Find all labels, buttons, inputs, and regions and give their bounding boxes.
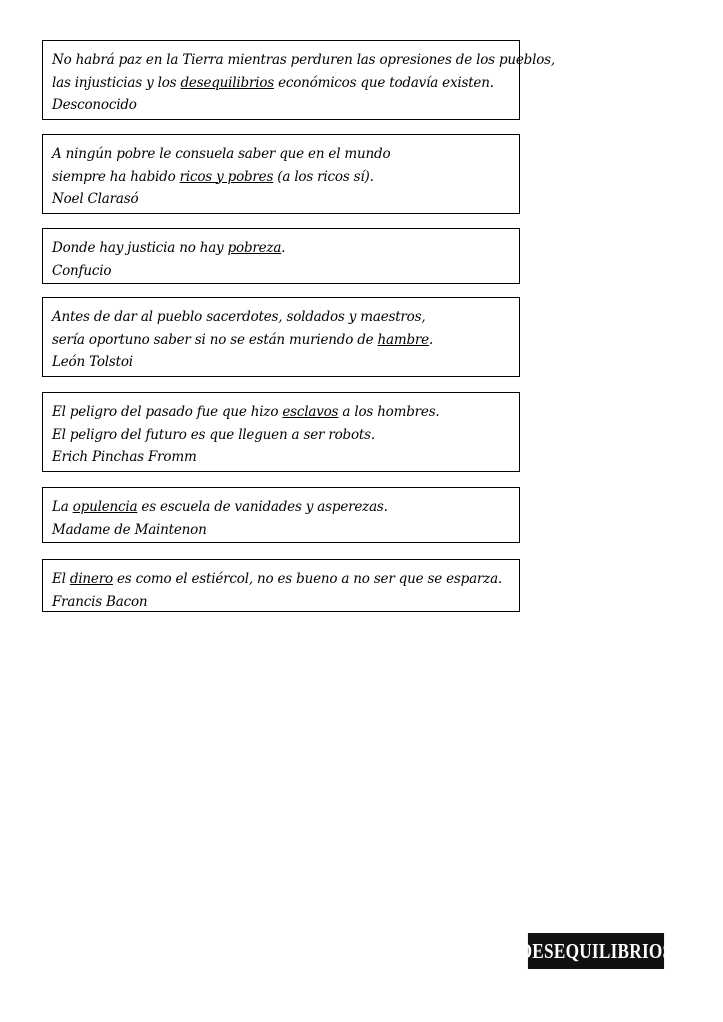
quote-line: las injusticias y los desequilibrios económicos que todavía existen. (52, 74, 494, 91)
quote-card-6 (42, 487, 520, 543)
quote-line: El dinero es como el estiércol, no es bueno a no ser que se esparza. (52, 571, 503, 587)
quote-card-5 (42, 392, 520, 472)
quote-card-4 (42, 297, 520, 377)
quote-card-7 (42, 559, 520, 612)
quote-author: Madame de Maintenon (52, 521, 207, 538)
quote-line: A ningún pobre le consuela saber que en el mundo (52, 146, 391, 162)
quote-card-3 (42, 228, 520, 284)
keyword: opulencia (72, 499, 138, 515)
quote-line: El peligro del pasado fue que hizo esclavos a los hombres. (52, 404, 440, 420)
keyword: pobreza (227, 240, 282, 256)
quote-card-2 (42, 134, 520, 214)
quote-line: La opulencia es escuela de vanidades y asperezas. (52, 499, 388, 515)
keyword: dinero (69, 571, 113, 587)
quote-line: Donde hay justicia no hay pobreza. (52, 240, 286, 256)
quote-author: Erich Pinchas Fromm (52, 449, 197, 465)
topic-label: DESEQUILIBRIOS (528, 933, 664, 969)
quote-author: Desconocido (52, 97, 137, 113)
quote-line: siempre ha habido ricos y pobres (a los ricos sí). (52, 168, 374, 185)
keyword: desequilibrios (180, 74, 274, 91)
keyword: esclavos (282, 404, 339, 420)
quote-line: Antes de dar al pueblo sacerdotes, soldados y maestros, (52, 309, 426, 325)
quote-line: sería oportuno saber si no se están muriendo de hambre. (52, 331, 434, 348)
quote-card-1 (42, 40, 555, 120)
quote-author: Confucio (52, 262, 112, 279)
keyword: hambre (377, 331, 429, 348)
quote-author: León Tolstoi (52, 354, 133, 370)
quote-author: Francis Bacon (52, 593, 148, 610)
quote-author: Noel Clarasó (52, 191, 139, 207)
quote-line: No habrá paz en la Tierra mientras perduren las opresiones de los pueblos, (52, 52, 555, 68)
quote-line: El peligro del futuro es que lleguen a ser robots. (52, 426, 375, 443)
keyword: ricos y pobres (179, 168, 274, 185)
